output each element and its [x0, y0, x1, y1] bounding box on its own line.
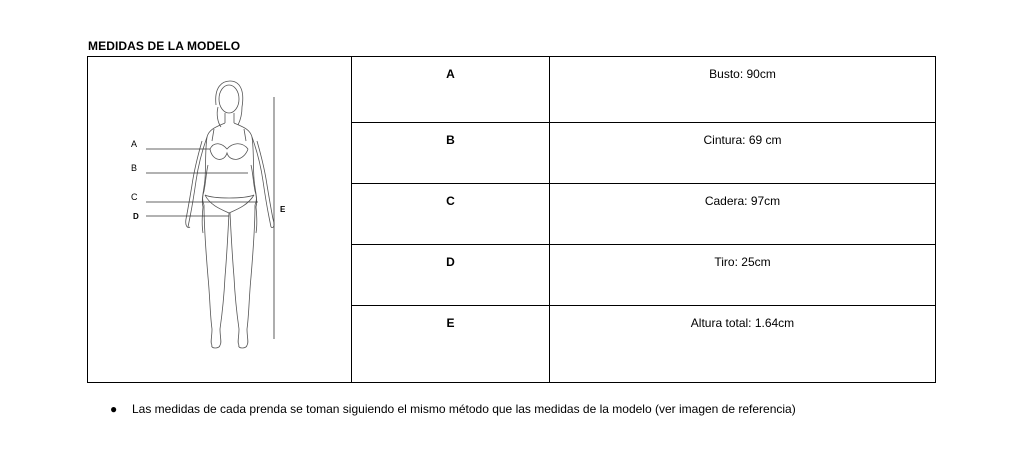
row-value: Busto: 90cm	[550, 57, 936, 123]
row-letter: D	[352, 245, 550, 306]
body-outline-illustration	[186, 81, 274, 348]
row-value: Cadera: 97cm	[550, 184, 936, 245]
label-c: C	[131, 192, 138, 202]
section-title: MEDIDAS DE LA MODELO	[88, 39, 241, 53]
row-letter: B	[352, 123, 550, 184]
row-letter: C	[352, 184, 550, 245]
bullet-icon: ●	[110, 402, 118, 416]
row-letter: E	[352, 306, 550, 383]
label-e: E	[280, 205, 286, 214]
row-value: Tiro: 25cm	[550, 245, 936, 306]
label-d: D	[133, 212, 139, 221]
label-b: B	[131, 163, 138, 173]
label-a: A	[131, 139, 138, 149]
measurements-table	[87, 56, 936, 383]
row-letter: A	[352, 57, 550, 123]
row-value: Altura total: 1.64cm	[550, 306, 936, 383]
note-text: Las medidas de cada prenda se toman siguiendo el mismo método que las medidas de la modelo (ver imagen de referencia)	[132, 402, 796, 416]
table-row	[88, 57, 936, 123]
row-value: Cintura: 69 cm	[550, 123, 936, 184]
body-measurement-diagram	[88, 57, 351, 383]
body-figure-cell	[88, 57, 352, 383]
reference-note	[110, 402, 796, 416]
